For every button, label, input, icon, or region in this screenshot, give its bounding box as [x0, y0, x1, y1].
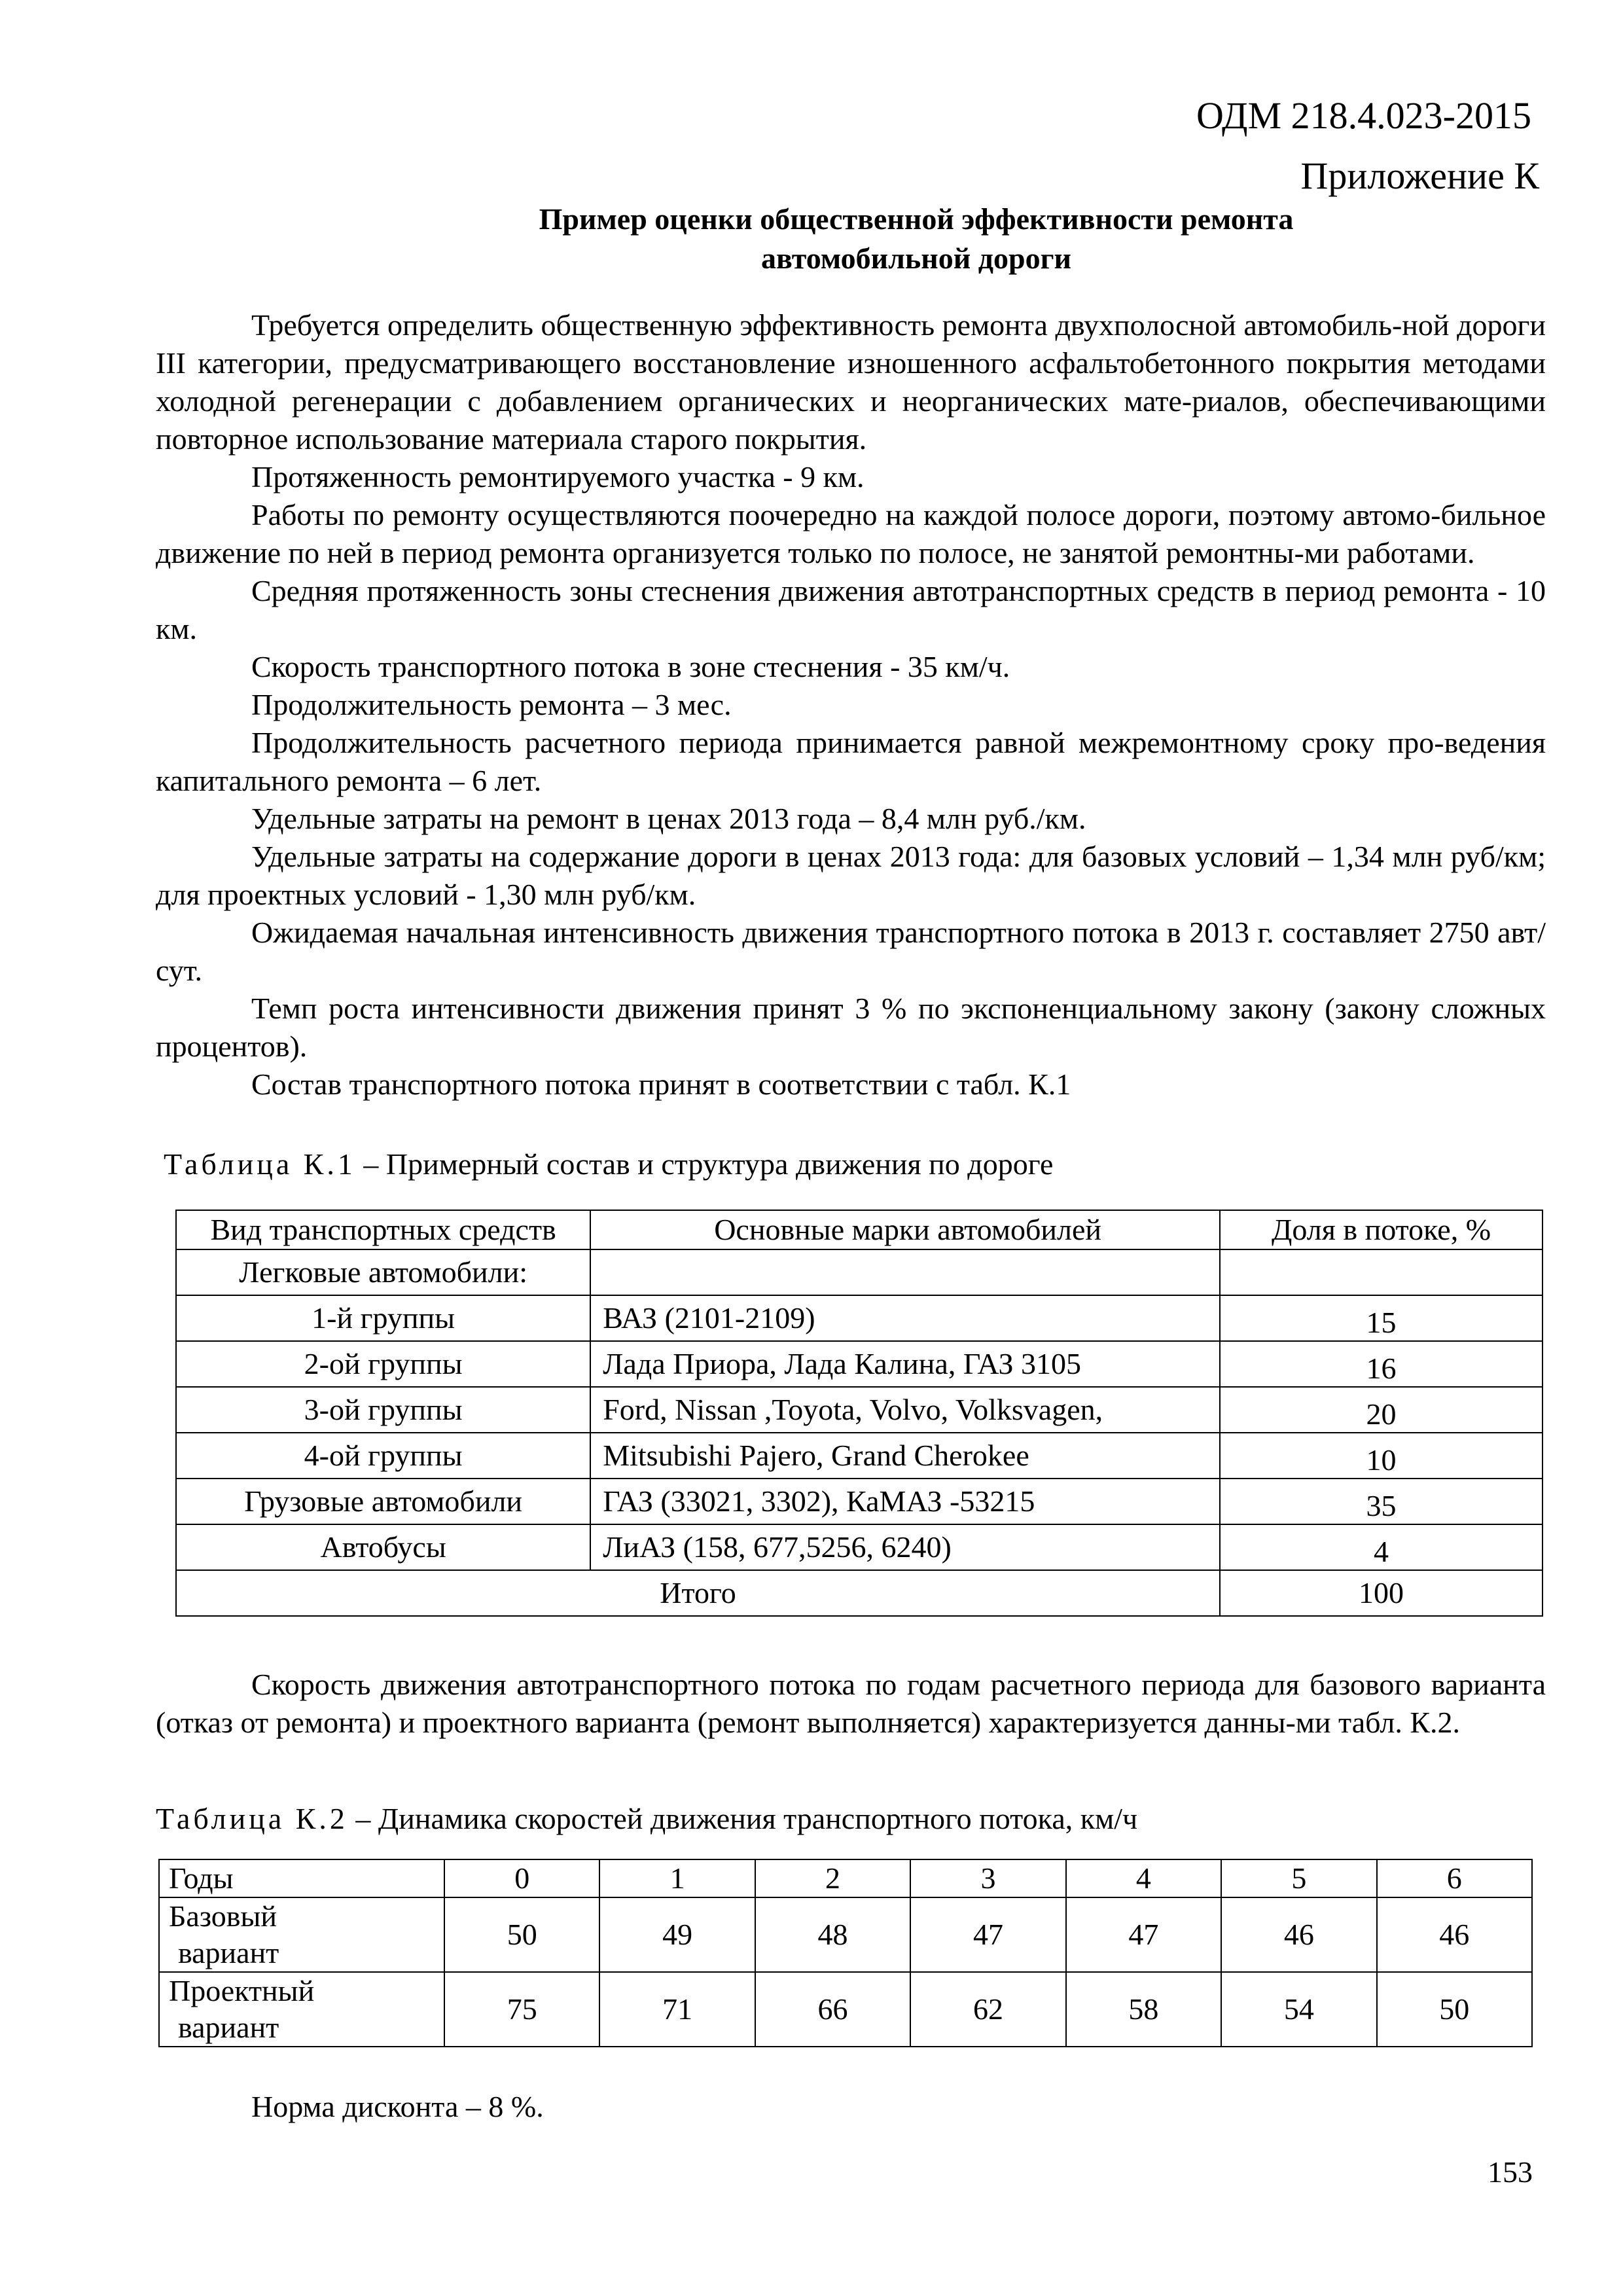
total-value-cell: 100: [1220, 1570, 1543, 1616]
years-label-cell: Годы: [159, 1859, 444, 1897]
title-line-1: Пример оценки общественной эффективности ремонта: [539, 202, 1294, 236]
share-cell: 4: [1220, 1524, 1543, 1570]
years-row: [159, 1859, 1532, 1897]
table-row: [176, 1249, 1543, 1295]
paragraph: Продолжительность ремонта – 3 мес.: [251, 688, 732, 721]
brands-cell: Mitsubishi Pajero, Grand Cherokee: [590, 1433, 1220, 1479]
speed-cell: 75: [444, 1972, 599, 2047]
table-row: [176, 1433, 1543, 1479]
year-cell: 3: [910, 1859, 1065, 1897]
table1-caption: [164, 1145, 1053, 1183]
variant-label-cell: [159, 1897, 444, 1972]
brands-cell: Ford, Nissan ,Toyota, Volvo, Volksvagen,: [590, 1387, 1220, 1433]
vehicle-type-cell: 4-ой группы: [176, 1433, 590, 1479]
table-row: [159, 1972, 1532, 2047]
year-cell: 6: [1377, 1859, 1532, 1897]
vehicle-type-cell: 3-ой группы: [176, 1387, 590, 1433]
share-cell: 35: [1220, 1479, 1543, 1524]
vehicle-type-cell: 1-й группы: [176, 1295, 590, 1341]
year-cell: 5: [1221, 1859, 1376, 1897]
speed-cell: 47: [1066, 1897, 1221, 1972]
speed-dynamics-table: [158, 1859, 1533, 2047]
table-row: [176, 1387, 1543, 1433]
paragraph: Скорость движения автотранспортного потока по годам расчетного периода для базового варианта (отказ от ремонта) и проектного варианта (ремонт выполняется) характеризуется данны-ми табл. К.2.: [156, 1668, 1546, 1739]
section-title: [0, 200, 1623, 278]
vehicle-type-cell: 2-ой группы: [176, 1341, 590, 1387]
year-cell: 1: [599, 1859, 755, 1897]
table2-caption-label: Таблица К.2: [156, 1802, 348, 1835]
discount-rate-text: Норма дисконта – 8 %.: [251, 2090, 544, 2123]
total-label-cell: Итого: [176, 1570, 1220, 1616]
table-total-row: [176, 1570, 1543, 1616]
speed-cell: 58: [1066, 1972, 1221, 2047]
column-header: Вид транспортных средств: [176, 1210, 590, 1249]
variant-label-line: вариант: [178, 1936, 279, 1969]
share-cell: 15: [1220, 1295, 1543, 1341]
paragraph: Требуется определить общественную эффективность ремонта двухполосной автомобиль-ной дороги III категории, предусматривающего восстановление изношенного асфальтобетонного покрытия методами холодной регенерации с добавлением органических и неорганических мате-риалов, обеспечивающими повторное использование материала старого покрытия.: [156, 308, 1546, 456]
speed-cell: 54: [1221, 1972, 1376, 2047]
speed-cell: 50: [1377, 1972, 1532, 2047]
table-row: [176, 1479, 1543, 1524]
column-header: Основные марки автомобилей: [590, 1210, 1220, 1249]
body-text-after-table1: [156, 1666, 1546, 1742]
table2-caption-text: – Динамика скоростей движения транспортного потока, км/ч: [348, 1802, 1138, 1835]
speed-cell: 48: [755, 1897, 910, 1972]
brands-cell: Лада Приора, Лада Калина, ГАЗ 3105: [590, 1341, 1220, 1387]
paragraph: Продолжительность расчетного периода принимается равной межремонтному сроку про-ведения капитального ремонта – 6 лет.: [156, 726, 1546, 797]
variant-label-line: Проектный: [169, 1974, 315, 2007]
paragraph: Состав транспортного потока принят в соответствии с табл. К.1: [251, 1067, 1071, 1101]
speed-cell: 66: [755, 1972, 910, 2047]
speed-cell: 62: [910, 1972, 1065, 2047]
paragraph: Темп роста интенсивности движения принят 3 % по экспоненциальному закону (закону сложных процентов).: [156, 992, 1546, 1063]
table-cell: [1220, 1249, 1543, 1295]
paragraph: Ожидаемая начальная интенсивность движения транспортного потока в 2013 г. составляет 2750 авт/сут.: [156, 916, 1546, 987]
speed-cell: 71: [599, 1972, 755, 2047]
speed-cell: 50: [444, 1897, 599, 1972]
year-cell: 0: [444, 1859, 599, 1897]
paragraph: Протяженность ремонтируемого участка - 9 км.: [251, 460, 865, 493]
table-row: [176, 1295, 1543, 1341]
vehicle-composition-table: [175, 1210, 1543, 1617]
table1-caption-text: – Примерный состав и структура движения по дороге: [355, 1147, 1054, 1181]
group-label-cell: Легковые автомобили:: [176, 1249, 590, 1295]
variant-label-line: Базовый: [169, 1899, 277, 1933]
table-row: [159, 1897, 1532, 1972]
speed-cell: 49: [599, 1897, 755, 1972]
speed-cell: 47: [910, 1897, 1065, 1972]
table-row: [176, 1341, 1543, 1387]
table1-caption-label: Таблица К.1: [164, 1147, 356, 1181]
page-number: 153: [1488, 2155, 1533, 2189]
brands-cell: ВАЗ (2101-2109): [590, 1295, 1220, 1341]
table-cell: [590, 1249, 1220, 1295]
brands-cell: ГАЗ (33021, 3302), КаМАЗ -53215: [590, 1479, 1220, 1524]
share-cell: 10: [1220, 1433, 1543, 1479]
document-code: ОДМ 218.4.023-2015: [1196, 94, 1531, 137]
body-text: [156, 306, 1546, 1103]
table-row: [176, 1524, 1543, 1570]
appendix-label: Приложение К: [1300, 154, 1539, 197]
speed-cell: 46: [1377, 1897, 1532, 1972]
year-cell: 2: [755, 1859, 910, 1897]
column-header: Доля в потоке, %: [1220, 1210, 1543, 1249]
vehicle-type-cell: Автобусы: [176, 1524, 590, 1570]
year-cell: 4: [1066, 1859, 1221, 1897]
paragraph: Скорость транспортного потока в зоне стеснения - 35 км/ч.: [251, 650, 1010, 683]
table-header-row: [176, 1210, 1543, 1249]
share-cell: 16: [1220, 1341, 1543, 1387]
variant-label-cell: [159, 1972, 444, 2047]
speed-cell: 46: [1221, 1897, 1376, 1972]
paragraph: Удельные затраты на содержание дороги в ценах 2013 года: для базовых условий – 1,34 млн руб/км; для проектных условий - 1,30 млн руб/км.: [156, 840, 1546, 911]
share-cell: 20: [1220, 1387, 1543, 1433]
variant-label-line: вариант: [178, 2011, 279, 2044]
vehicle-type-cell: Грузовые автомобили: [176, 1479, 590, 1524]
paragraph: Удельные затраты на ремонт в ценах 2013 года – 8,4 млн руб./км.: [251, 802, 1086, 835]
title-line-2: автомобильной дороги: [761, 242, 1071, 275]
paragraph: Средняя протяженность зоны стеснения движения автотранспортных средств в период ремонта - 10 км.: [156, 574, 1546, 645]
brands-cell: ЛиАЗ (158, 677,5256, 6240): [590, 1524, 1220, 1570]
paragraph: Работы по ремонту осуществляются поочередно на каждой полосе дороги, поэтому автомо-бильное движение по ней в период ремонта организуется только по полосе, не занятой ремонтны-ми работами.: [156, 498, 1546, 569]
table2-caption: [156, 1800, 1137, 1838]
